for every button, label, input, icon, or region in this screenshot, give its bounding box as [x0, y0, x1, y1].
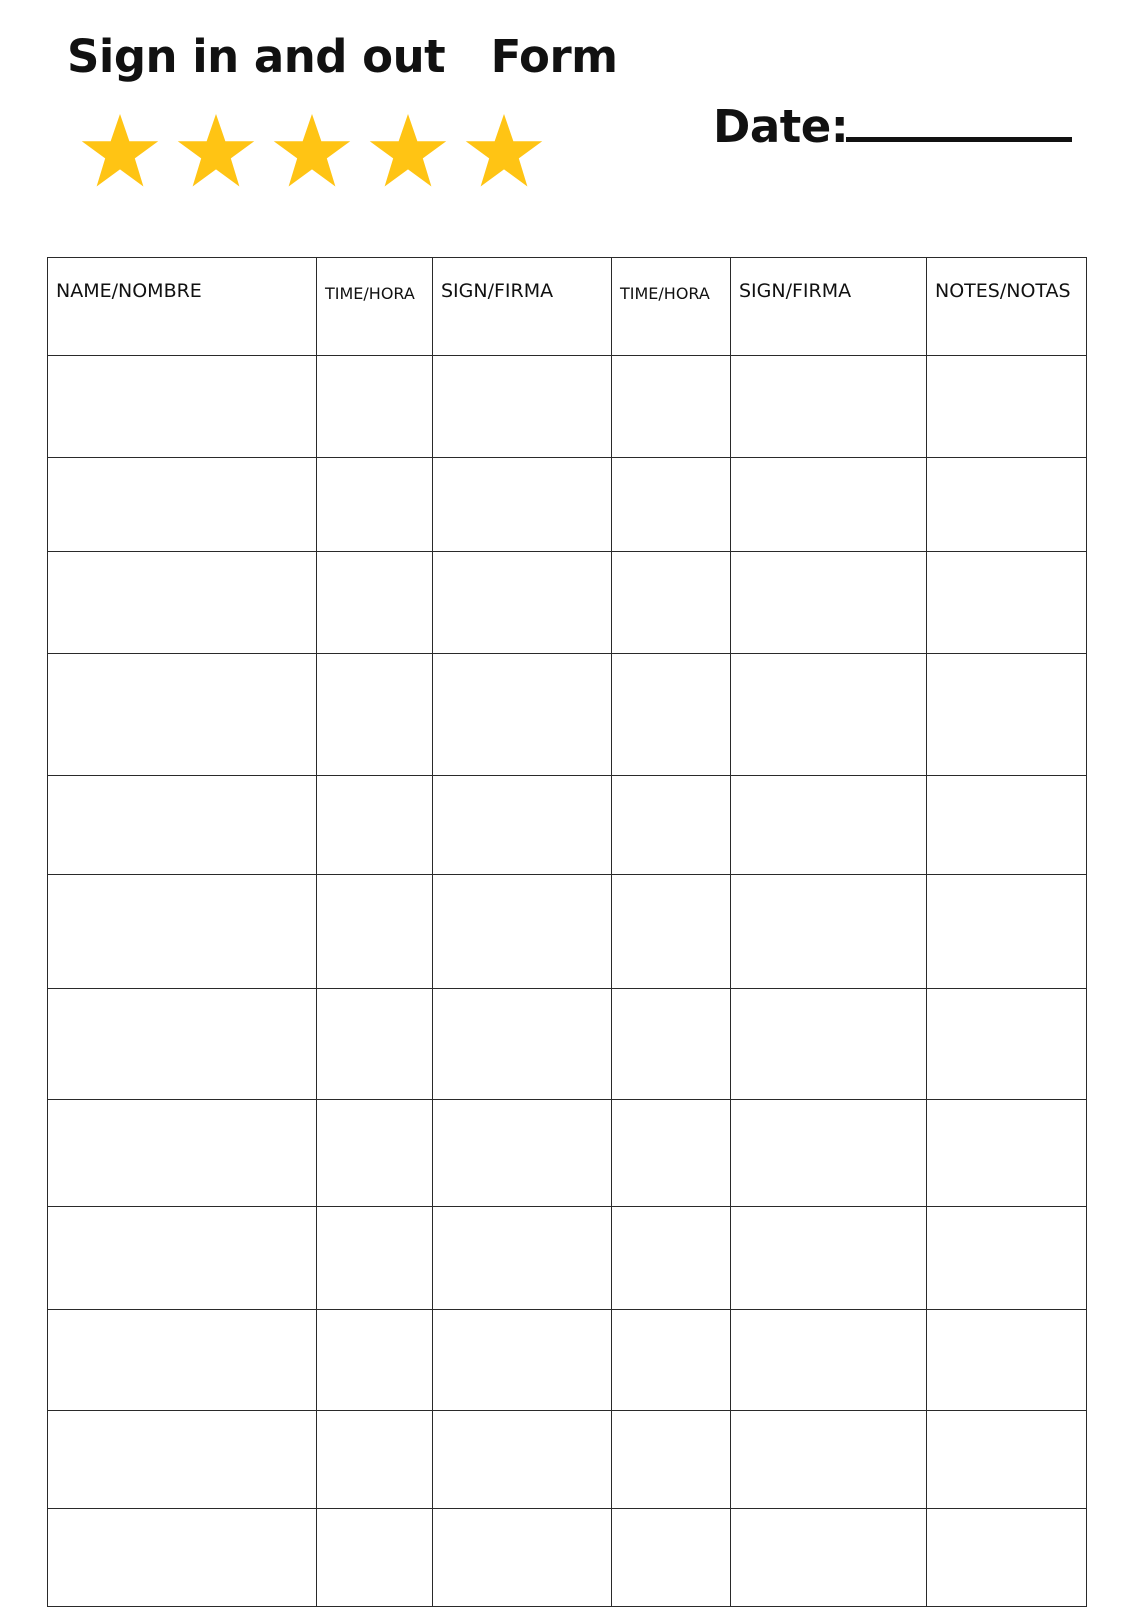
table-row — [48, 1411, 1087, 1508]
cell-name[interactable] — [48, 1207, 317, 1309]
table-row — [48, 551, 1087, 653]
cell-sign-in[interactable] — [433, 654, 612, 775]
cell-time-in[interactable] — [317, 775, 433, 874]
column-header-notes: NOTES/NOTAS — [927, 258, 1087, 356]
cell-name[interactable] — [48, 1099, 317, 1206]
cell-name[interactable] — [48, 988, 317, 1099]
cell-sign-in[interactable] — [433, 1309, 612, 1410]
table-row — [48, 1508, 1087, 1606]
cell-time-in[interactable] — [317, 551, 433, 653]
cell-sign-in[interactable] — [433, 988, 612, 1099]
column-header-name: NAME/NOMBRE — [48, 258, 317, 356]
cell-sign-out[interactable] — [731, 775, 927, 874]
cell-sign-out[interactable] — [731, 988, 927, 1099]
cell-sign-out[interactable] — [731, 875, 927, 988]
table-body — [48, 356, 1087, 1607]
star-icon — [369, 113, 447, 189]
page-title: Sign in and out Form — [67, 30, 618, 83]
cell-time-in[interactable] — [317, 654, 433, 775]
cell-sign-in[interactable] — [433, 356, 612, 458]
cell-notes[interactable] — [927, 1411, 1087, 1508]
table-row — [48, 988, 1087, 1099]
cell-name[interactable] — [48, 356, 317, 458]
cell-time-out[interactable] — [612, 1309, 731, 1410]
cell-notes[interactable] — [927, 356, 1087, 458]
cell-sign-in[interactable] — [433, 1508, 612, 1606]
cell-sign-out[interactable] — [731, 1207, 927, 1309]
cell-sign-out[interactable] — [731, 1508, 927, 1606]
cell-notes[interactable] — [927, 775, 1087, 874]
cell-notes[interactable] — [927, 1309, 1087, 1410]
table-row — [48, 356, 1087, 458]
cell-time-in[interactable] — [317, 1207, 433, 1309]
sign-in-out-table — [47, 257, 1087, 1607]
cell-notes[interactable] — [927, 1207, 1087, 1309]
column-header-time-out: TIME/HORA — [612, 258, 731, 356]
table-header-row — [48, 258, 1087, 356]
cell-time-out[interactable] — [612, 1099, 731, 1206]
table-row — [48, 458, 1087, 551]
cell-sign-out[interactable] — [731, 1099, 927, 1206]
cell-time-out[interactable] — [612, 875, 731, 988]
cell-sign-in[interactable] — [433, 1099, 612, 1206]
cell-time-out[interactable] — [612, 1508, 731, 1606]
cell-time-out[interactable] — [612, 356, 731, 458]
cell-notes[interactable] — [927, 1099, 1087, 1206]
cell-sign-in[interactable] — [433, 1207, 612, 1309]
cell-time-in[interactable] — [317, 1411, 433, 1508]
table-row — [48, 1099, 1087, 1206]
cell-name[interactable] — [48, 458, 317, 551]
table-row — [48, 775, 1087, 874]
cell-time-in[interactable] — [317, 1508, 433, 1606]
cell-time-out[interactable] — [612, 1207, 731, 1309]
cell-sign-out[interactable] — [731, 654, 927, 775]
date-label: Date: — [713, 100, 849, 153]
cell-notes[interactable] — [927, 551, 1087, 653]
cell-sign-out[interactable] — [731, 551, 927, 653]
cell-notes[interactable] — [927, 458, 1087, 551]
date-field — [713, 100, 1072, 153]
table-row — [48, 1309, 1087, 1410]
cell-name[interactable] — [48, 551, 317, 653]
rating-stars — [81, 113, 543, 189]
table-row — [48, 875, 1087, 988]
cell-sign-out[interactable] — [731, 458, 927, 551]
cell-time-out[interactable] — [612, 551, 731, 653]
cell-time-out[interactable] — [612, 654, 731, 775]
cell-name[interactable] — [48, 775, 317, 874]
cell-time-out[interactable] — [612, 1411, 731, 1508]
cell-time-out[interactable] — [612, 458, 731, 551]
cell-time-in[interactable] — [317, 988, 433, 1099]
star-icon — [177, 113, 255, 189]
cell-time-in[interactable] — [317, 1099, 433, 1206]
cell-name[interactable] — [48, 1411, 317, 1508]
cell-time-in[interactable] — [317, 458, 433, 551]
date-blank-line[interactable] — [846, 137, 1072, 142]
cell-sign-out[interactable] — [731, 356, 927, 458]
cell-time-in[interactable] — [317, 356, 433, 458]
cell-time-out[interactable] — [612, 775, 731, 874]
table-row — [48, 1207, 1087, 1309]
cell-notes[interactable] — [927, 988, 1087, 1099]
column-header-time-in: TIME/HORA — [317, 258, 433, 356]
cell-name[interactable] — [48, 1508, 317, 1606]
cell-name[interactable] — [48, 1309, 317, 1410]
cell-time-in[interactable] — [317, 875, 433, 988]
cell-sign-in[interactable] — [433, 458, 612, 551]
column-header-sign-out: SIGN/FIRMA — [731, 258, 927, 356]
cell-notes[interactable] — [927, 1508, 1087, 1606]
cell-time-out[interactable] — [612, 988, 731, 1099]
table-row — [48, 654, 1087, 775]
cell-sign-out[interactable] — [731, 1411, 927, 1508]
cell-sign-out[interactable] — [731, 1309, 927, 1410]
cell-name[interactable] — [48, 875, 317, 988]
cell-time-in[interactable] — [317, 1309, 433, 1410]
cell-notes[interactable] — [927, 654, 1087, 775]
cell-sign-in[interactable] — [433, 551, 612, 653]
cell-sign-in[interactable] — [433, 775, 612, 874]
cell-sign-in[interactable] — [433, 875, 612, 988]
star-icon — [81, 113, 159, 189]
star-icon — [273, 113, 351, 189]
cell-notes[interactable] — [927, 875, 1087, 988]
cell-name[interactable] — [48, 654, 317, 775]
cell-sign-in[interactable] — [433, 1411, 612, 1508]
column-header-sign-in: SIGN/FIRMA — [433, 258, 612, 356]
star-icon — [465, 113, 543, 189]
